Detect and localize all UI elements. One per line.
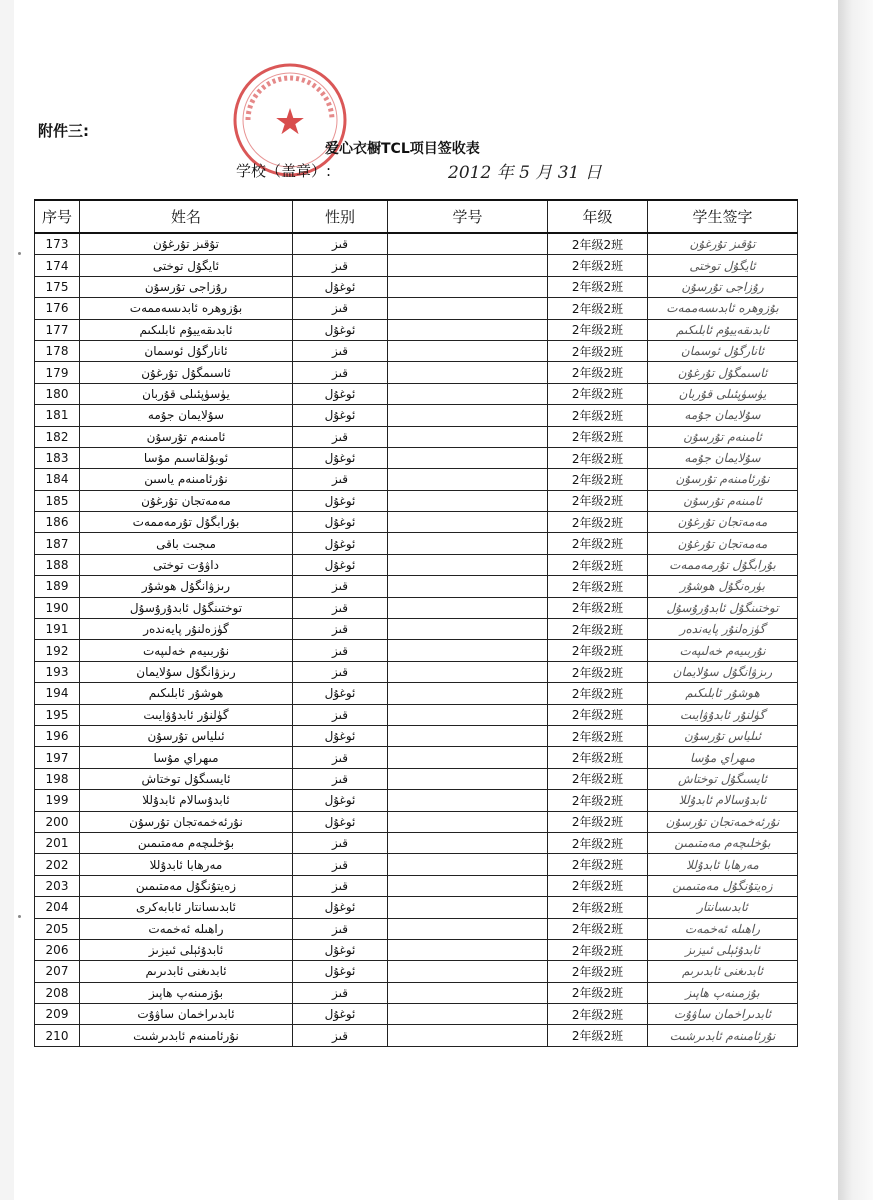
student-grade: 2年级2班 bbox=[548, 854, 648, 875]
row-number: 203 bbox=[35, 875, 80, 896]
student-signature: سۇلايمان جۇمە bbox=[648, 405, 798, 426]
student-name: ھوشۇر ئابلىكىم bbox=[80, 683, 293, 704]
table-row bbox=[35, 233, 798, 255]
student-id bbox=[388, 533, 548, 554]
student-signature: ئاسىمگۇل تۇرغۇن bbox=[648, 362, 798, 383]
student-id bbox=[388, 554, 548, 575]
student-name: رۇزاجى تۇرسۇن bbox=[80, 276, 293, 297]
student-signature: نۇرئامىنەم تۇرسۇن bbox=[648, 469, 798, 490]
student-name: گۈزەلنۇر پايەندەر bbox=[80, 619, 293, 640]
student-grade: 2年级2班 bbox=[548, 832, 648, 853]
student-gender: ئوغۇل bbox=[293, 961, 388, 982]
table-row bbox=[35, 533, 798, 554]
table-row bbox=[35, 319, 798, 340]
student-grade: 2年级2班 bbox=[548, 961, 648, 982]
table-row bbox=[35, 661, 798, 682]
student-signature: زەيتۇنگۇل مەمتىمىن bbox=[648, 875, 798, 896]
student-grade: 2年级2班 bbox=[548, 1004, 648, 1025]
student-name: نۇرئەخمەتجان تۇرسۇن bbox=[80, 811, 293, 832]
student-name: ئاسىمگۇل تۇرغۇن bbox=[80, 362, 293, 383]
student-id bbox=[388, 961, 548, 982]
student-id bbox=[388, 447, 548, 468]
student-id bbox=[388, 490, 548, 511]
student-name: ئايگۇل توختى bbox=[80, 255, 293, 276]
student-gender: ئوغۇل bbox=[293, 897, 388, 918]
row-number: 200 bbox=[35, 811, 80, 832]
row-number: 183 bbox=[35, 447, 80, 468]
student-id bbox=[388, 597, 548, 618]
row-number: 209 bbox=[35, 1004, 80, 1025]
table-row bbox=[35, 640, 798, 661]
student-name: ئىلياس تۇرسۇن bbox=[80, 725, 293, 746]
student-name: زەيتۇنگۇل مەمتىمىن bbox=[80, 875, 293, 896]
student-id bbox=[388, 1025, 548, 1046]
student-name: ئامىنەم تۇرسۇن bbox=[80, 426, 293, 447]
student-gender: قىز bbox=[293, 469, 388, 490]
row-number: 187 bbox=[35, 533, 80, 554]
student-name: ئابدۇسالام ئابدۇللا bbox=[80, 790, 293, 811]
row-number: 201 bbox=[35, 832, 80, 853]
student-name: مىھراي مۇسا bbox=[80, 747, 293, 768]
table-row bbox=[35, 811, 798, 832]
student-name: ئابدىقەييۇم ئابلىكىم bbox=[80, 319, 293, 340]
student-id bbox=[388, 362, 548, 383]
row-number: 189 bbox=[35, 576, 80, 597]
seal-star: ★ bbox=[273, 102, 307, 143]
student-id bbox=[388, 340, 548, 361]
student-signature: ئابدىقەييۇم ئابلىكىم bbox=[648, 319, 798, 340]
table-row bbox=[35, 897, 798, 918]
student-grade: 2年级2班 bbox=[548, 725, 648, 746]
student-grade: 2年级2班 bbox=[548, 918, 648, 939]
row-number: 179 bbox=[35, 362, 80, 383]
student-name: تۇقىز تۇرغۇن bbox=[80, 233, 293, 255]
student-name: ئانارگۇل ئوسمان bbox=[80, 340, 293, 361]
student-signature: نۇرئامىنەم ئابدىرشىت bbox=[648, 1025, 798, 1046]
student-grade: 2年级2班 bbox=[548, 490, 648, 511]
student-gender: قىز bbox=[293, 854, 388, 875]
row-number: 184 bbox=[35, 469, 80, 490]
student-grade: 2年级2班 bbox=[548, 576, 648, 597]
scan-edge bbox=[838, 0, 873, 1200]
student-signature: مەمەتجان تۇرغۇن bbox=[648, 512, 798, 533]
table-row bbox=[35, 255, 798, 276]
student-gender: قىز bbox=[293, 426, 388, 447]
table-row bbox=[35, 961, 798, 982]
student-signature: ئابدىغنى ئابدىرىم bbox=[648, 961, 798, 982]
table-row bbox=[35, 875, 798, 896]
student-grade: 2年级2班 bbox=[548, 383, 648, 404]
table-row bbox=[35, 447, 798, 468]
student-gender: ئوغۇل bbox=[293, 1004, 388, 1025]
student-gender: قىز bbox=[293, 619, 388, 640]
student-gender: قىز bbox=[293, 362, 388, 383]
student-gender: قىز bbox=[293, 982, 388, 1003]
student-name: بۇرابگۇل تۇرمەممەت bbox=[80, 512, 293, 533]
row-number: 175 bbox=[35, 276, 80, 297]
student-signature: يۈسۈپئىلى قۇربان bbox=[648, 383, 798, 404]
student-gender: ئوغۇل bbox=[293, 319, 388, 340]
student-signature: راھىلە ئەخمەت bbox=[648, 918, 798, 939]
student-name: داۋۇت توختى bbox=[80, 554, 293, 575]
student-name: مەمەتجان تۇرغۇن bbox=[80, 490, 293, 511]
student-id bbox=[388, 747, 548, 768]
table-row bbox=[35, 469, 798, 490]
row-number: 207 bbox=[35, 961, 80, 982]
student-name: رىزۋانگۇل ھوشۇر bbox=[80, 576, 293, 597]
student-gender: قىز bbox=[293, 298, 388, 319]
margin-mark bbox=[18, 252, 21, 255]
student-name: ئابدىراخمان ساۋۇت bbox=[80, 1004, 293, 1025]
row-number: 206 bbox=[35, 939, 80, 960]
table-header-row bbox=[35, 200, 798, 233]
row-number: 193 bbox=[35, 661, 80, 682]
table-row bbox=[35, 597, 798, 618]
student-id bbox=[388, 918, 548, 939]
row-number: 176 bbox=[35, 298, 80, 319]
row-number: 202 bbox=[35, 854, 80, 875]
table-row bbox=[35, 982, 798, 1003]
student-gender: قىز bbox=[293, 640, 388, 661]
student-id bbox=[388, 319, 548, 340]
student-id bbox=[388, 405, 548, 426]
student-name: نۇرئامىنەم ياسىن bbox=[80, 469, 293, 490]
student-gender: ئوغۇل bbox=[293, 790, 388, 811]
student-id bbox=[388, 640, 548, 661]
student-grade: 2年级2班 bbox=[548, 982, 648, 1003]
row-number: 180 bbox=[35, 383, 80, 404]
student-signature: گۈزەلنۇر پايەندەر bbox=[648, 619, 798, 640]
col-header-student-id: 学号 bbox=[388, 200, 548, 233]
student-grade: 2年级2班 bbox=[548, 939, 648, 960]
student-gender: ئوغۇل bbox=[293, 490, 388, 511]
student-grade: 2年级2班 bbox=[548, 619, 648, 640]
student-signature: بۇرابگۇل تۇرمەممەت bbox=[648, 554, 798, 575]
student-id bbox=[388, 255, 548, 276]
row-number: 195 bbox=[35, 704, 80, 725]
student-gender: ئوغۇل bbox=[293, 939, 388, 960]
student-grade: 2年级2班 bbox=[548, 640, 648, 661]
student-signature: بۇخلىچەم مەمتىمىن bbox=[648, 832, 798, 853]
student-gender: قىز bbox=[293, 597, 388, 618]
student-gender: ئوغۇل bbox=[293, 533, 388, 554]
row-number: 205 bbox=[35, 918, 80, 939]
col-header-no: 序号 bbox=[35, 200, 80, 233]
student-id bbox=[388, 875, 548, 896]
student-id bbox=[388, 939, 548, 960]
table-row bbox=[35, 725, 798, 746]
student-grade: 2年级2班 bbox=[548, 512, 648, 533]
student-grade: 2年级2班 bbox=[548, 276, 648, 297]
student-id bbox=[388, 426, 548, 447]
student-signature: ئابدىراخمان ساۋۇت bbox=[648, 1004, 798, 1025]
student-gender: ئوغۇل bbox=[293, 725, 388, 746]
col-header-gender: 性别 bbox=[293, 200, 388, 233]
margin-mark bbox=[18, 915, 21, 918]
student-id bbox=[388, 512, 548, 533]
student-name: بۇخلىچەم مەمتىمىن bbox=[80, 832, 293, 853]
student-grade: 2年级2班 bbox=[548, 469, 648, 490]
student-grade: 2年级2班 bbox=[548, 790, 648, 811]
student-name: ئايسىگۇل توختاش bbox=[80, 768, 293, 789]
student-grade: 2年级2班 bbox=[548, 811, 648, 832]
row-number: 174 bbox=[35, 255, 80, 276]
table-row bbox=[35, 276, 798, 297]
student-signature: رىزۋانگۇل سۇلايمان bbox=[648, 661, 798, 682]
row-number: 177 bbox=[35, 319, 80, 340]
student-signature: ھوشۇر ئابلىكىم bbox=[648, 683, 798, 704]
student-gender: قىز bbox=[293, 661, 388, 682]
row-number: 182 bbox=[35, 426, 80, 447]
student-signature: نۇربىيەم خەلىپەت bbox=[648, 640, 798, 661]
student-grade: 2年级2班 bbox=[548, 554, 648, 575]
student-id bbox=[388, 832, 548, 853]
student-name: ئابدىسانتار ئابابەكرى bbox=[80, 897, 293, 918]
table-row bbox=[35, 704, 798, 725]
student-gender: قىز bbox=[293, 747, 388, 768]
table-row bbox=[35, 918, 798, 939]
student-name: مەرھابا ئابدۇللا bbox=[80, 854, 293, 875]
student-gender: ئوغۇل bbox=[293, 276, 388, 297]
student-id bbox=[388, 233, 548, 255]
student-signature: ئابدۇئېلى ئىيزىز bbox=[648, 939, 798, 960]
student-signature: توختىنگۇل ئابدۇرۇسۇل bbox=[648, 597, 798, 618]
student-signature: ئايگۇل توختى bbox=[648, 255, 798, 276]
table-row bbox=[35, 512, 798, 533]
student-id bbox=[388, 897, 548, 918]
student-grade: 2年级2班 bbox=[548, 597, 648, 618]
row-number: 191 bbox=[35, 619, 80, 640]
table-row bbox=[35, 790, 798, 811]
student-name: توختىنگۇل ئابدۇرۇسۇل bbox=[80, 597, 293, 618]
student-gender: ئوغۇل bbox=[293, 811, 388, 832]
student-gender: قىز bbox=[293, 233, 388, 255]
row-number: 204 bbox=[35, 897, 80, 918]
student-grade: 2年级2班 bbox=[548, 704, 648, 725]
table-row bbox=[35, 854, 798, 875]
student-grade: 2年级2班 bbox=[548, 362, 648, 383]
table-row bbox=[35, 619, 798, 640]
student-signature: ئابدىسانتار bbox=[648, 897, 798, 918]
student-gender: قىز bbox=[293, 576, 388, 597]
student-signature: مەرھابا ئابدۇللا bbox=[648, 854, 798, 875]
row-number: 194 bbox=[35, 683, 80, 704]
student-name: سۇلايمان جۇمە bbox=[80, 405, 293, 426]
row-number: 190 bbox=[35, 597, 80, 618]
row-number: 173 bbox=[35, 233, 80, 255]
student-signature: بۇزوهرە ئابدىسەممەت bbox=[648, 298, 798, 319]
student-grade: 2年级2班 bbox=[548, 233, 648, 255]
table-row bbox=[35, 576, 798, 597]
student-id bbox=[388, 661, 548, 682]
student-signature: ئايسىگۇل توختاش bbox=[648, 768, 798, 789]
table-row bbox=[35, 405, 798, 426]
row-number: 199 bbox=[35, 790, 80, 811]
student-signature: ئىلياس تۇرسۇن bbox=[648, 725, 798, 746]
student-grade: 2年级2班 bbox=[548, 447, 648, 468]
student-gender: ئوغۇل bbox=[293, 554, 388, 575]
col-header-name: 姓名 bbox=[80, 200, 293, 233]
table-row bbox=[35, 298, 798, 319]
student-signature: مىھراي مۇسا bbox=[648, 747, 798, 768]
student-name: مىجىت باقى bbox=[80, 533, 293, 554]
student-name: گۈلنۇر ئابدۇۋايىت bbox=[80, 704, 293, 725]
student-name: ئابدىغنى ئابدىرىم bbox=[80, 961, 293, 982]
school-seal-label: 学校（盖章）: bbox=[236, 162, 332, 180]
student-id bbox=[388, 298, 548, 319]
student-name: نۇربىيەم خەلىپەت bbox=[80, 640, 293, 661]
student-grade: 2年级2班 bbox=[548, 340, 648, 361]
student-signature: مەمەتجان تۇرغۇن bbox=[648, 533, 798, 554]
student-signature: گۈلنۇر ئابدۇۋايىت bbox=[648, 704, 798, 725]
student-gender: ئوغۇل bbox=[293, 512, 388, 533]
student-grade: 2年级2班 bbox=[548, 897, 648, 918]
col-header-grade: 年级 bbox=[548, 200, 648, 233]
student-id bbox=[388, 1004, 548, 1025]
student-gender: ئوغۇل bbox=[293, 447, 388, 468]
table-row bbox=[35, 832, 798, 853]
student-grade: 2年级2班 bbox=[548, 683, 648, 704]
signed-date: 2012 年 5 月 31 日 bbox=[448, 163, 602, 183]
student-gender: ئوغۇل bbox=[293, 383, 388, 404]
table-row bbox=[35, 768, 798, 789]
table-row bbox=[35, 1025, 798, 1046]
student-signature: تۇقىز تۇرغۇن bbox=[648, 233, 798, 255]
student-gender: قىز bbox=[293, 704, 388, 725]
row-number: 210 bbox=[35, 1025, 80, 1046]
student-name: بۇزوهرە ئابدىسەممەت bbox=[80, 298, 293, 319]
row-number: 208 bbox=[35, 982, 80, 1003]
student-name: رىزۋانگۇل سۇلايمان bbox=[80, 661, 293, 682]
student-id bbox=[388, 276, 548, 297]
student-id bbox=[388, 469, 548, 490]
student-gender: قىز bbox=[293, 340, 388, 361]
student-id bbox=[388, 383, 548, 404]
student-name: ئوبۇلقاسىم مۇسا bbox=[80, 447, 293, 468]
row-number: 198 bbox=[35, 768, 80, 789]
student-signature: سۇلايمان جۇمە bbox=[648, 447, 798, 468]
student-signature: نۇرئەخمەتجان تۇرسۇن bbox=[648, 811, 798, 832]
attachment-label: 附件三: bbox=[38, 122, 89, 140]
student-gender: قىز bbox=[293, 918, 388, 939]
student-signature: رۇزاجى تۇرسۇن bbox=[648, 276, 798, 297]
row-number: 197 bbox=[35, 747, 80, 768]
student-grade: 2年级2班 bbox=[548, 298, 648, 319]
table-row bbox=[35, 683, 798, 704]
student-gender: قىز bbox=[293, 1025, 388, 1046]
student-id bbox=[388, 576, 548, 597]
row-number: 185 bbox=[35, 490, 80, 511]
student-signature: بۈرەنگۇل ھوشۇر bbox=[648, 576, 798, 597]
table-row bbox=[35, 1004, 798, 1025]
student-id bbox=[388, 854, 548, 875]
student-signature: ئامىنەم تۇرسۇن bbox=[648, 490, 798, 511]
student-id bbox=[388, 704, 548, 725]
student-gender: ئوغۇل bbox=[293, 683, 388, 704]
student-grade: 2年级2班 bbox=[548, 255, 648, 276]
student-gender: قىز bbox=[293, 832, 388, 853]
table-row bbox=[35, 747, 798, 768]
student-grade: 2年级2班 bbox=[548, 533, 648, 554]
student-grade: 2年级2班 bbox=[548, 661, 648, 682]
student-id bbox=[388, 683, 548, 704]
row-number: 186 bbox=[35, 512, 80, 533]
student-grade: 2年级2班 bbox=[548, 405, 648, 426]
student-signature: بۇزمىنەپ ھاپىز bbox=[648, 982, 798, 1003]
student-id bbox=[388, 982, 548, 1003]
row-number: 188 bbox=[35, 554, 80, 575]
student-grade: 2年级2班 bbox=[548, 426, 648, 447]
student-gender: قىز bbox=[293, 255, 388, 276]
table-row bbox=[35, 939, 798, 960]
student-id bbox=[388, 768, 548, 789]
student-name: نۇرئامىنەم ئابدىرشىت bbox=[80, 1025, 293, 1046]
student-grade: 2年级2班 bbox=[548, 768, 648, 789]
student-signature: ئانارگۇل ئوسمان bbox=[648, 340, 798, 361]
student-name: راھىلە ئەخمەت bbox=[80, 918, 293, 939]
student-grade: 2年级2班 bbox=[548, 875, 648, 896]
form-title: 爱心衣橱TCL项目签收表 bbox=[325, 141, 480, 157]
table-row bbox=[35, 362, 798, 383]
table-row bbox=[35, 426, 798, 447]
row-number: 178 bbox=[35, 340, 80, 361]
student-grade: 2年级2班 bbox=[548, 747, 648, 768]
student-signature: ئابدۇسالام ئابدۇللا bbox=[648, 790, 798, 811]
table-row bbox=[35, 554, 798, 575]
student-grade: 2年级2班 bbox=[548, 319, 648, 340]
student-id bbox=[388, 619, 548, 640]
student-gender: قىز bbox=[293, 875, 388, 896]
student-name: يۈسۈپئىلى قۇربان bbox=[80, 383, 293, 404]
student-gender: قىز bbox=[293, 768, 388, 789]
table-row bbox=[35, 340, 798, 361]
student-gender: ئوغۇل bbox=[293, 405, 388, 426]
student-id bbox=[388, 725, 548, 746]
row-number: 181 bbox=[35, 405, 80, 426]
row-number: 192 bbox=[35, 640, 80, 661]
col-header-signature: 学生签字 bbox=[648, 200, 798, 233]
table-row bbox=[35, 490, 798, 511]
student-name: ئابدۇئېلى ئىيزىز bbox=[80, 939, 293, 960]
row-number: 196 bbox=[35, 725, 80, 746]
student-name: بۇزمىنەپ ھاپىز bbox=[80, 982, 293, 1003]
student-id bbox=[388, 790, 548, 811]
student-grade: 2年级2班 bbox=[548, 1025, 648, 1046]
student-signature: ئامىنەم تۇرسۇن bbox=[648, 426, 798, 447]
table-body bbox=[35, 233, 798, 1046]
student-id bbox=[388, 811, 548, 832]
table-row bbox=[35, 383, 798, 404]
receipt-table bbox=[34, 199, 798, 1047]
